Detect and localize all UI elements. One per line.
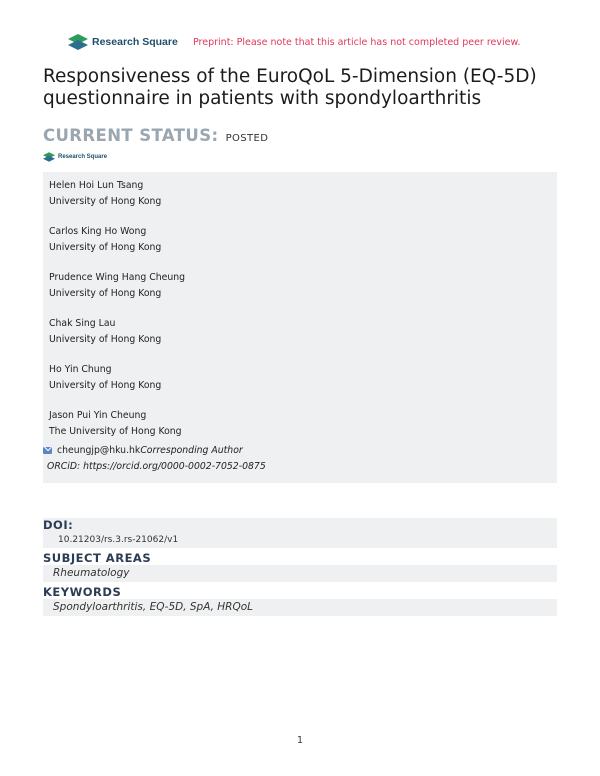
author-entry <box>49 408 182 439</box>
doi-value[interactable]: 10.21203/rs.3.rs-21062/v1 <box>43 532 557 548</box>
author-entry <box>49 224 161 255</box>
email-link[interactable]: cheungjp@hku.hk <box>57 445 141 456</box>
keywords-value: Spondyloarthritis, EQ-5D, SpA, HRQoL <box>43 599 557 616</box>
keywords-section <box>43 585 557 616</box>
author-name: Helen Hoi Lun Tsang <box>49 180 144 191</box>
logo-text: Research Square <box>92 36 178 48</box>
keywords-label: KEYWORDS <box>43 585 122 599</box>
page-header <box>0 34 600 54</box>
author-affiliation: University of Hong Kong <box>49 287 162 299</box>
author-affiliation: University of Hong Kong <box>49 379 162 391</box>
author-entry <box>49 270 185 301</box>
status-value: POSTED <box>225 133 269 144</box>
author-name: Ho Yin Chung <box>49 364 112 375</box>
preprint-notice: Preprint: Please note that this article has not completed peer review. <box>193 37 521 48</box>
email-row <box>43 443 266 459</box>
author-entry <box>49 178 161 209</box>
author-name: Prudence Wing Hang Cheung <box>49 272 186 283</box>
article-title: Responsiveness of the EuroQoL 5-Dimension (EQ-5D) questionnaire in patients with spondyloarthritis <box>43 66 537 109</box>
author-affiliation: University of Hong Kong <box>49 333 162 345</box>
research-square-logo[interactable] <box>68 34 178 50</box>
orcid-link[interactable]: ORCiD: https://orcid.org/0000-0002-7052-0875 <box>47 460 266 472</box>
corresponding-role: Corresponding Author <box>140 445 243 456</box>
corresponding-contact <box>43 443 266 474</box>
author-entry <box>49 316 161 347</box>
author-affiliation: University of Hong Kong <box>49 241 162 253</box>
subject-area-value[interactable]: Rheumatology <box>43 565 557 582</box>
doi-label: DOI: <box>43 518 557 532</box>
author-name: Chak Sing Lau <box>49 318 116 329</box>
small-research-square-logo <box>43 152 107 162</box>
page-number: 1 <box>296 735 304 746</box>
author-name: Jason Pui Yin Cheung <box>49 410 147 421</box>
current-status <box>43 126 268 145</box>
subject-areas-section <box>43 551 557 582</box>
author-entry <box>49 362 161 393</box>
status-label: CURRENT STATUS: <box>43 126 219 145</box>
author-affiliation: The University of Hong Kong <box>49 425 182 437</box>
research-square-logo-icon <box>68 34 88 50</box>
author-affiliation: University of Hong Kong <box>49 195 162 207</box>
small-logo-text: Research Square <box>58 154 108 160</box>
mail-icon <box>43 447 52 454</box>
doi-section <box>43 518 557 548</box>
author-name: Carlos King Ho Wong <box>49 226 147 237</box>
authors-box <box>43 172 557 483</box>
research-square-small-logo-icon <box>43 152 55 162</box>
subject-areas-label: SUBJECT AREAS <box>43 551 152 565</box>
